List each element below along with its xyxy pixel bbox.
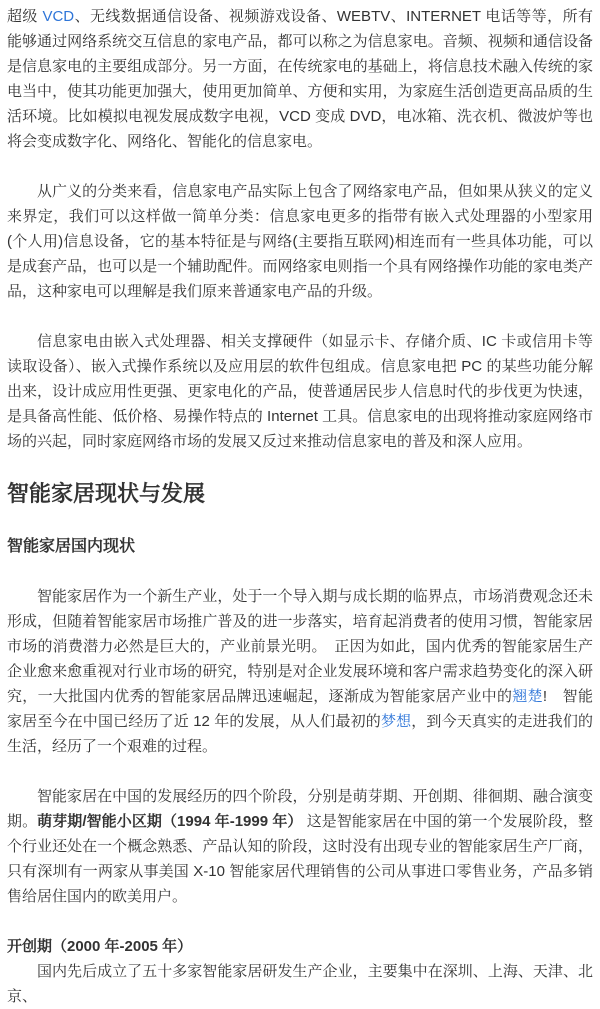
text-run: 这是智能家居在中国的第一个发展阶段，整个行业还处在一个概念熟悉、产品认知的阶段，这时没有出现专业的智能家居生产厂商，只有深圳有一两家从事美国 X-10 智能家居代理销售的公司从事进口零售业务，产品多销售给居住国内的欧美用户。 — [7, 813, 593, 905]
mengxiang-link[interactable]: 梦想 — [380, 713, 412, 730]
text-run: 智能家居国内现状 — [7, 538, 136, 555]
paragraph — [7, 784, 593, 909]
vcd-link[interactable]: VCD — [42, 8, 75, 25]
bold-text: 萌芽期/智能小区期（1994 年-1999 年） — [37, 813, 303, 830]
paragraph — [7, 179, 593, 304]
qiaochu-link[interactable]: 翘楚 — [512, 688, 543, 705]
main-heading — [7, 479, 593, 509]
text-run: 超级 — [7, 8, 43, 25]
paragraph — [7, 329, 593, 454]
text-run: 智能家居作为一个新生产业，处于一个导入期与成长期的临界点，市场消费观念还未形成，但随着智能家居市场推广普及的进一步落实，培育起消费者的使用习惯，智能家居市场的消费潜力必然是巨大的，产业前景光明。 正因为如此，国内优秀的智能家居生产企业愈来愈重视对行业市场的研究，特别是对企业发展环境和客户需求趋势变化的深入研究，一大批国内优秀的智能家居品牌迅速崛起，逐渐成为智能家居产业中的 — [7, 588, 593, 705]
text-run: ，到今天真实的走进我们的生活，经历了一个艰难的过程。 — [7, 713, 593, 755]
text-run: 智能家居现状与发展 — [7, 481, 206, 506]
paragraph — [7, 959, 593, 1009]
text-run: 智能家居在中国的发展经历的四个阶段，分别是萌芽期、开创期、徘徊期、融合演变期。 — [7, 788, 593, 830]
paragraph — [7, 584, 593, 759]
text-run: ! 智能家居至今在中国已经历了近 12 年的发展，从人们最初的 — [7, 688, 593, 730]
paragraph — [7, 4, 593, 154]
text-run: 开创期（2000 年-2005 年） — [7, 938, 193, 955]
document-page — [7, 4, 593, 1009]
text-run: 、无线数据通信设备、视频游戏设备、WEBTV、INTERNET 电话等等，所有能够通过网络系统交互信息的家电产品，都可以称之为信息家电。音频、视频和通信设备是信息家电的主要组成部分。另一方面，在传统家电的基础上，将信息技术融入传统的家电当中，使其功能更加强大，使用更加简单、方便和实用，为家庭生活创造更高品质的生活环境。比如模拟电视发展成数字电视，VCD 变成 DVD，电冰箱、洗衣机、微波炉等也将会变成数字化、网络化、智能化的信息家电。 — [7, 8, 594, 150]
text-run: 从广义的分类来看，信息家电产品实际上包含了网络家电产品，但如果从狭义的定义来界定，我们可以这样做一简单分类：信息家电更多的指带有嵌入式处理器的小型家用(个人用)信息设备，它的基本特征是与网络(主要指互联网)相连而有一些具体功能，可以是成套产品，也可以是一个辅助配件。而网络家电则指一个具有网络操作功能的家电类产品，这种家电可以理解是我们原来普通家电产品的升级。 — [7, 183, 593, 300]
sub-heading — [7, 537, 593, 557]
stage-heading — [7, 934, 593, 959]
text-run: 信息家电由嵌入式处理器、相关支撑硬件（如显示卡、存储介质、IC 卡或信用卡等读取设备）、嵌入式操作系统以及应用层的软件包组成。信息家电把 PC 的某些功能分解出来，设计成应用性更强、更家电化的产品，使普通居民步人信息时代的步伐更为快速，是具备高性能、低价格、易操作特点的 Internet 工具。信息家电的出现将推动家庭网络市场的兴起，同时家庭网络市场的发展又反过来推动信息家电的普及和深人应用。 — [7, 333, 593, 450]
text-run: 国内先后成立了五十多家智能家居研发生产企业，主要集中在深圳、上海、天津、北京、 — [7, 963, 593, 1005]
